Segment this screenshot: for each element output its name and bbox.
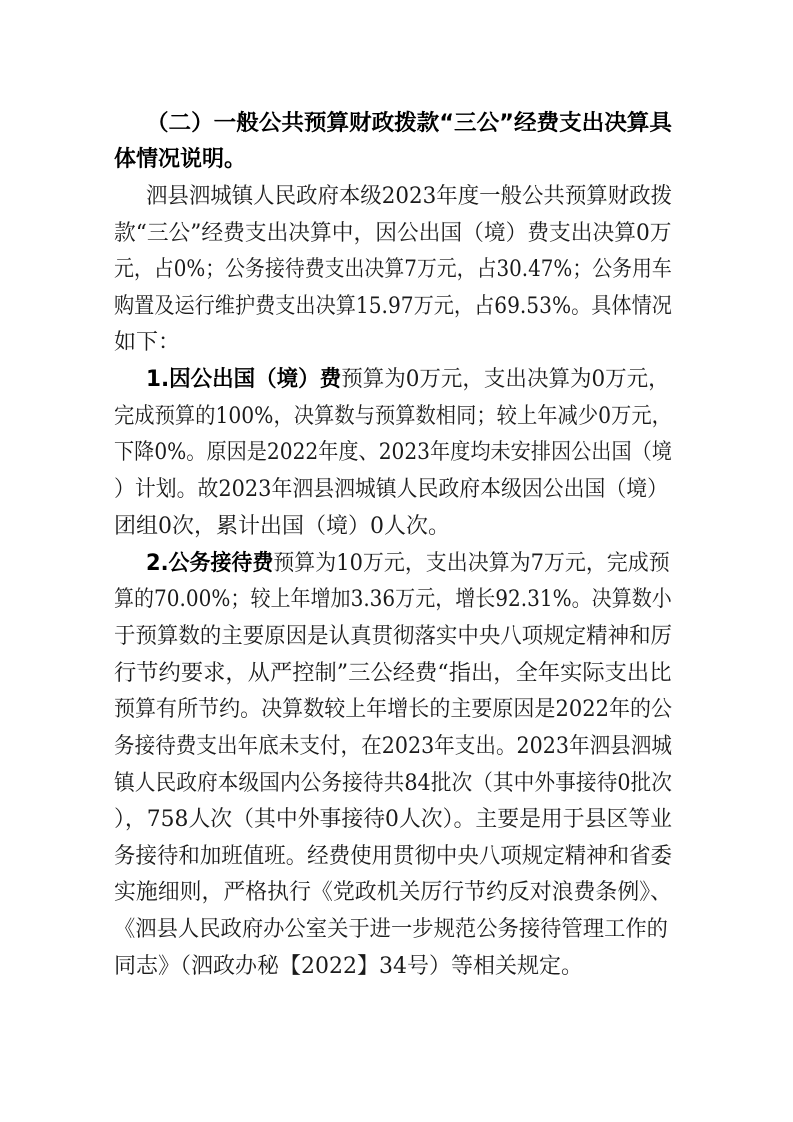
section-heading-line-1: （二）一般公共预算财政拨款“三公”经费支出决算具 — [146, 111, 672, 136]
section2-line-5: 预算有所节约。决算数较上年增长的主要原因是2022年的公 — [114, 697, 673, 722]
section2-line-3: 于预算数的主要原因是认真贯彻落实中央八项规定精神和厉 — [114, 624, 673, 649]
intro-line-1: 泗县泗城镇人民政府本级2023年度一般公共预算财政拨 — [146, 184, 673, 209]
section2-line-12: 同志》（泗政办秘【2022】34号）等相关规定。 — [114, 954, 583, 979]
section1-line-5: 团组0次，累计出国（境）0人次。 — [114, 514, 450, 539]
section2-title: 2.公务接待费 — [146, 551, 274, 576]
section2-line-6: 务接待费支出年底未支付，在2023年支出。2023年泗县泗城 — [114, 734, 672, 759]
section2-line-11: 《泗县人民政府办公室关于进一步规范公务接待管理工作的 — [114, 917, 668, 942]
section1-title: 1.因公出国（境）费 — [146, 367, 342, 392]
section1-line-3: 下降0%。原因是2022年度、2023年度均未安排因公出国（境 — [114, 440, 672, 465]
section-heading-line-2: 体情况说明。 — [114, 147, 247, 172]
section2-line-8: ），758人次（其中外事接待0人次）。主要是用于县区等业 — [114, 807, 673, 832]
section1-line-2: 完成预算的100%，决算数与预算数相同；较上年减少0万元， — [114, 404, 672, 429]
section1-line-4: ）计划。故2023年泗县泗城镇人民政府本级因公出国（境） — [114, 477, 668, 502]
section2-first-text: 预算为10万元，支出决算为7万元，完成预 — [273, 551, 670, 576]
intro-line-5: 如下： — [114, 330, 181, 355]
intro-line-3: 元，占0%；公务接待费支出决算7万元，占30.47%；公务用车 — [114, 257, 672, 282]
intro-line-4: 购置及运行维护费支出决算15.97万元，占69.53%。具体情况 — [114, 294, 672, 319]
section1-line-1 — [146, 369, 670, 391]
section2-line-1 — [146, 553, 670, 575]
section2-line-7: 镇人民政府本级国内公务接待共84批次（其中外事接待0批次 — [114, 771, 673, 796]
section1-first-text: 预算为0万元，支出决算为0万元， — [341, 367, 670, 392]
intro-line-2: 款“三公”经费支出决算中，因公出国（境）费支出决算0万 — [114, 221, 672, 246]
section2-line-4: 行节约要求，从严控制”三公经费“指出，全年实际支出比 — [114, 661, 672, 686]
section2-line-2: 算的70.00%；较上年增加3.36万元，增长92.31%。决算数小 — [114, 587, 672, 612]
section2-line-9: 务接待和加班值班。经费使用贯彻中央八项规定精神和省委 — [114, 844, 673, 869]
section2-line-10: 实施细则，严格执行《党政机关厉行节约反对浪费条例》、 — [114, 880, 673, 905]
